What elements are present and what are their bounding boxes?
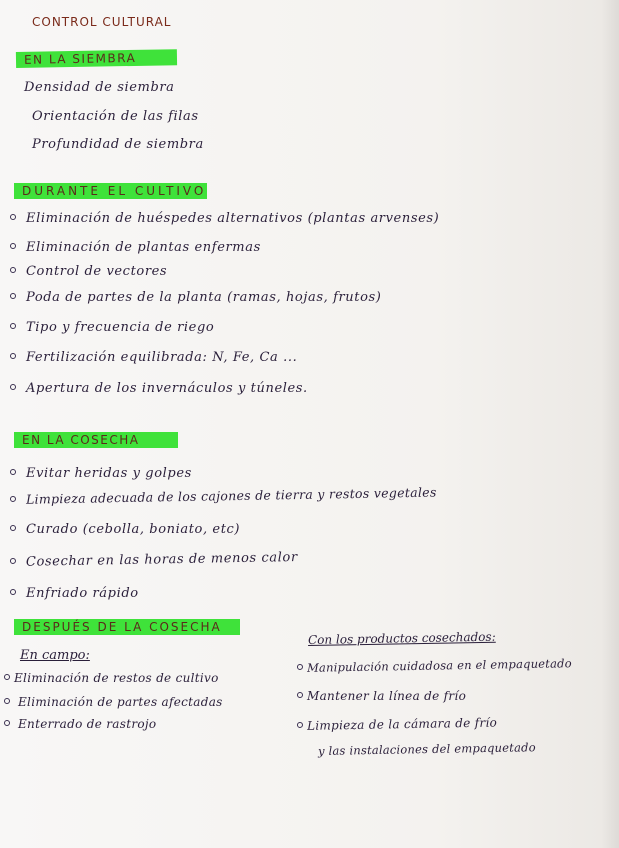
section-heading-siembra: EN LA SIEMBRA (16, 49, 177, 68)
bullet-icon (10, 293, 16, 299)
bullet-icon (10, 589, 16, 595)
page-title: CONTROL CULTURAL (32, 15, 172, 29)
bullet-icon (297, 692, 303, 698)
bullet-icon (10, 323, 16, 329)
list-item: Eliminación de restos de cultivo (4, 670, 219, 686)
section-heading-cultivo: DURANTE EL CULTIVO (14, 183, 207, 199)
bullet-icon (10, 557, 16, 563)
list-item: Fertilización equilibrada: N, Fe, Ca ... (10, 350, 297, 366)
list-item: Mantener la línea de frío (297, 688, 466, 704)
bullet-icon (297, 721, 303, 727)
list-item: Limpieza adecuada de los cajones de tierra y restos vegetales (10, 485, 437, 508)
list-item: Apertura de los invernáculos y túneles. (10, 381, 308, 397)
list-item: Limpieza de la cámara de frío (297, 715, 497, 734)
list-item: Enfriado rápido (10, 586, 139, 602)
list-item: Enterrado de rastrojo (4, 716, 156, 732)
list-item: Eliminación de partes afectadas (4, 694, 223, 710)
list-item: Orientación de las filas (32, 109, 199, 124)
page-edge-shadow (601, 0, 619, 848)
list-item: Eliminación de huéspedes alternativos (plantas arvenses) (10, 211, 439, 227)
list-item: Cosechar en las horas de menos calor (10, 550, 298, 571)
list-item: Curado (cebolla, boniato, etc) (10, 522, 240, 538)
bullet-icon (10, 214, 16, 220)
subheading-en-campo: En campo: (20, 648, 90, 663)
list-item: Densidad de siembra (24, 80, 175, 95)
list-item: Evitar heridas y golpes (10, 466, 192, 482)
list-item: Eliminación de plantas enfermas (10, 240, 261, 256)
list-item-continuation: y las instalaciones del empaquetado (317, 740, 536, 758)
bullet-icon (10, 267, 16, 273)
section-heading-despues: DESPUÉS DE LA COSECHA (14, 619, 240, 635)
list-item: Tipo y frecuencia de riego (10, 320, 214, 336)
bullet-icon (4, 720, 10, 726)
bullet-icon (10, 525, 16, 531)
list-item: Control de vectores (10, 264, 167, 280)
list-item: Poda de partes de la planta (ramas, hojas, frutos) (10, 290, 381, 306)
bullet-icon (4, 698, 10, 704)
list-item: Manipulación cuidadosa en el empaquetado (297, 655, 572, 676)
bullet-icon (4, 674, 10, 680)
bullet-icon (10, 469, 16, 475)
bullet-icon (10, 353, 16, 359)
subheading-productos-cosechados: Con los productos cosechados: (307, 629, 496, 647)
section-heading-cosecha: EN LA COSECHA (14, 432, 178, 448)
bullet-icon (297, 664, 303, 670)
bullet-icon (10, 495, 16, 501)
list-item: Profundidad de siembra (32, 137, 204, 152)
bullet-icon (10, 384, 16, 390)
bullet-icon (10, 243, 16, 249)
